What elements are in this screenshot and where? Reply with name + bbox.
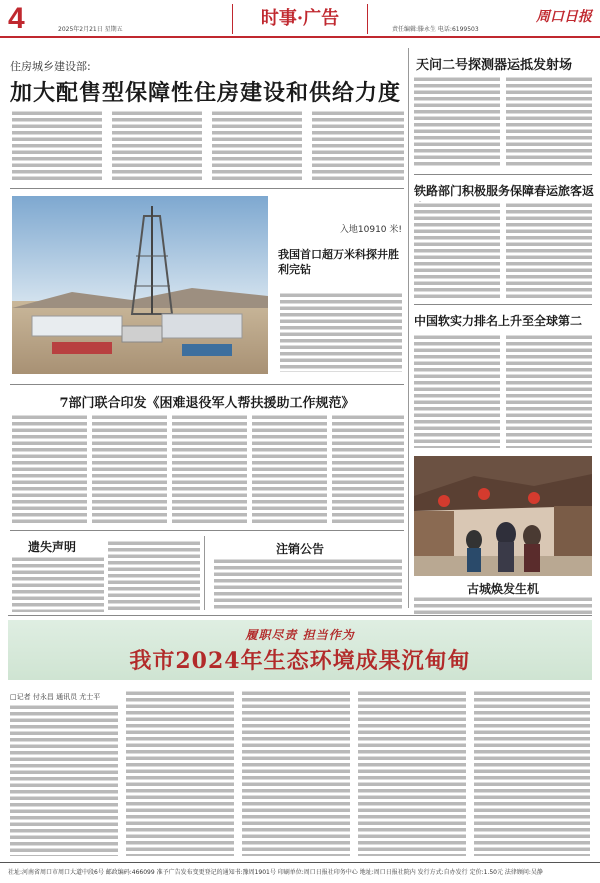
eco-headline: 我市2024年生态环境成果沉甸甸: [129, 648, 471, 674]
lead-bottom-rule: [10, 188, 404, 189]
railway-body-col1: [414, 202, 500, 298]
eco-top-rule: [8, 615, 592, 616]
notices-top-rule: [10, 530, 404, 531]
ancient-town-caption: 古城焕发生机: [466, 582, 539, 596]
veterans-body-col2: [92, 414, 167, 524]
lost-notice-body-1: [12, 556, 104, 612]
tianwen-body-col2: [506, 76, 592, 168]
lost-notice-body-2: [108, 540, 200, 612]
drilling-rig-photo: [12, 196, 268, 374]
ancient-town-illustration: [414, 456, 592, 576]
cancel-notice-body: [214, 558, 402, 610]
oil-story: [278, 222, 402, 277]
eco-body-col3: [242, 690, 350, 856]
eco-body-col5: [474, 690, 590, 856]
oil-story-body: [280, 292, 402, 372]
railway-headline: 铁路部门积极服务保障春运旅客返: [414, 184, 595, 198]
oil-story-title: 我国首口超万米科探井胜利完钻: [278, 248, 399, 276]
veterans-body-col3: [172, 414, 247, 524]
eco-banner: [8, 620, 592, 680]
lead-body-col4: [312, 110, 404, 180]
ancient-town-body: [414, 596, 592, 614]
veterans-body-col5: [332, 414, 404, 524]
lead-body-col3: [212, 110, 302, 180]
software-body-col2: [506, 334, 592, 448]
software-body-col1: [414, 334, 500, 448]
issue-date: 2025年2月21日 星期五: [58, 26, 123, 33]
eco-body-col1: [10, 704, 118, 856]
editor-info: 责任编辑:滕永生 电话:6199503: [392, 26, 479, 33]
lead-body-col2: [112, 110, 202, 180]
eco-body-col4: [358, 690, 466, 856]
drilling-rig-illustration: [12, 196, 268, 374]
lead-kicker: 住房城乡建设部:: [10, 60, 91, 73]
railway-bottom-rule: [414, 304, 592, 305]
column-divider: [408, 48, 409, 608]
veterans-headline: 7部门联合印发《困难退役军人帮扶援助工作规范》: [59, 396, 355, 411]
veterans-top-rule: [10, 384, 404, 385]
software-headline: 中国软实力排名上升至全球第二: [414, 314, 583, 328]
oil-photo-tag: 入地10910 米!: [339, 225, 402, 235]
lost-notice-title: 遗失声明: [28, 540, 77, 554]
eco-body-col2: [126, 690, 234, 856]
notices-divider: [204, 536, 205, 610]
eco-kicker: 履职尽责 担当作为: [245, 628, 355, 642]
tianwen-headline: 天问二号探测器运抵发射场: [416, 58, 573, 73]
tianwen-bottom-rule: [414, 174, 592, 175]
lead-body-col1: [12, 110, 102, 180]
tianwen-body-col1: [414, 76, 500, 168]
eco-byline: □记者 付永昌 通讯员 尤士平: [10, 693, 101, 701]
newspaper-logo: 周口日报: [536, 9, 592, 25]
veterans-body-col4: [252, 414, 327, 524]
masthead: [0, 0, 600, 38]
page-number: 4: [8, 2, 25, 35]
section-title: 时事·广告: [232, 4, 368, 34]
veterans-body-col1: [12, 414, 87, 524]
ancient-town-photo: [414, 456, 592, 576]
footer-imprint: 社址:河南省周口市周口大道中段6号 邮政编码:466099 准予广告发布变更登记的通知书:豫周1901号 印刷单位:周口日报社印务中心 地址:周口日报社院内 发行方式:自办发行 定价:1.50元 法律顾问:吴静: [0, 862, 600, 883]
railway-body-col2: [506, 202, 592, 298]
cancel-notice-title: 注销公告: [276, 542, 325, 556]
lead-headline: 加大配售型保障性住房建设和供给力度: [10, 80, 402, 106]
